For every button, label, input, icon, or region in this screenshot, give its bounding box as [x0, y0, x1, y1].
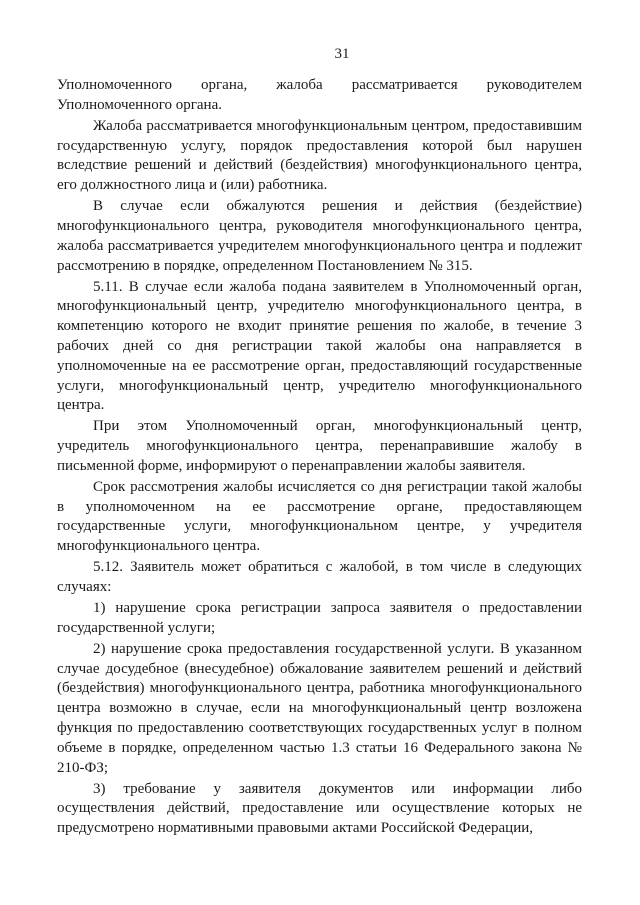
paragraph-redirect-notice: При этом Уполномоченный орган, многофункциональный центр, учредитель многофункционального центра, перенаправившие жалобу в письменной форме, информируют о перенаправлении жалобы заявителя.: [57, 418, 582, 474]
list-item-2: 2) нарушение срока предоставления государственной услуги. В указанном случае досудебное (внесудебное) обжалование заявителем решений и действий (бездействия) многофункционального центра, работника многофункционального центра возможно в случае, если на многофункциональный центр возложена функция по предоставлению соответствующих государственных услуг в полном объеме в порядке, определенном частью 1.3 статьи 16 Федерального закона № 210-ФЗ;: [57, 640, 582, 776]
list-item-1: 1) нарушение срока регистрации запроса заявителя о предоставлении государственной услуги;: [57, 600, 582, 636]
page-number: 31: [334, 46, 350, 62]
list-item-3: 3) требование у заявителя документов или информации либо осуществления действий, предоставление или осуществление которых не предусмотрено нормативными правовыми актами Российской Федерации,: [57, 780, 582, 837]
paragraph-review-term: Срок рассмотрения жалобы исчисляется со дня регистрации такой жалобы в уполномоченном на ее рассмотрение органе, предоставляющем государственные услуги, многофункциональном центре, у учредителя многофункционального центра.: [57, 478, 582, 555]
paragraph-continuation: Уполномоченного органа, жалоба рассматривается руководителем Уполномоченного органа.: [57, 77, 582, 113]
paragraph-5-12: 5.12. Заявитель может обратиться с жалобой, в том числе в следующих случаях:: [57, 559, 582, 596]
paragraph-5-11: 5.11. В случае если жалоба подана заявителем в Уполномоченный орган, многофункциональный центр, учредителю многофункционального центра, в компетенцию которого не входит принятие решения по жалобе, в течение 3 рабочих дней со дня регистрации такой жалобы она направляется в уполномоченные на ее рассмотрение орган, предоставляющий государственные услуги, многофункциональный центр, учредителю многофункционального центра.: [57, 278, 582, 414]
document-body: [57, 76, 582, 839]
paragraph-complaint-founder: В случае если обжалуются решения и действия (бездействие) многофункционального центра, руководителя многофункционального центра, жалоба рассматривается учредителем многофункционального центра и подлежит рассмотрению в порядке, определенном Постановлением № 315.: [57, 198, 582, 274]
paragraph-complaint-mfc: Жалоба рассматривается многофункциональным центром, предоставившим государственную услугу, порядок предоставления которой был нарушен вследствие решений и действий (бездействия) многофункционального центра, его должностного лица и (или) работника.: [57, 117, 582, 194]
